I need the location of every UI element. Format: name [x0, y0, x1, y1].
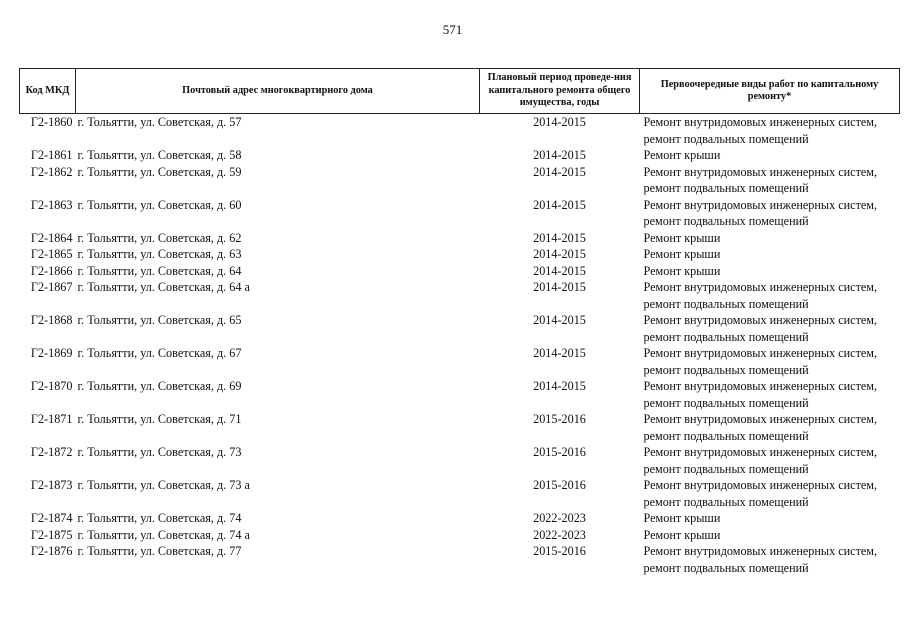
table-header: [20, 69, 900, 114]
cell-code: Г2-1871: [30, 412, 73, 426]
table-row: [20, 411, 900, 444]
cell-period: 2015-2016: [533, 478, 586, 492]
cell-period: 2014-2015: [533, 280, 586, 294]
table-row: [20, 246, 900, 263]
cell-address: г. Тольятти, ул. Советская, д. 77: [77, 544, 242, 558]
cell-address: г. Тольятти, ул. Советская, д. 71: [77, 412, 242, 426]
header-row: [20, 69, 900, 114]
cell-code: Г2-1874: [30, 511, 73, 525]
table-row: [20, 197, 900, 230]
header-code: Код МКД: [20, 69, 76, 114]
cell-period: 2014-2015: [533, 313, 586, 327]
cell-works: Ремонт внутридомовых инженерных систем, ремонт подвальных помещений: [643, 197, 878, 228]
cell-address: г. Тольятти, ул. Советская, д. 65: [77, 313, 242, 327]
cell-code: Г2-1870: [30, 379, 73, 393]
cell-period: 2014-2015: [533, 197, 586, 212]
cell-address: г. Тольятти, ул. Советская, д. 62: [77, 230, 242, 245]
cell-works: Ремонт внутридомовых инженерных систем, ремонт подвальных помещений: [643, 313, 878, 344]
cell-code: Г2-1869: [30, 346, 73, 360]
cell-period: 2014-2015: [533, 247, 586, 261]
cell-works: Ремонт внутридомовых инженерных систем, ремонт подвальных помещений: [643, 379, 878, 410]
cell-works: Ремонт внутридомовых инженерных систем, ремонт подвальных помещений: [643, 346, 878, 377]
cell-address: г. Тольятти, ул. Советская, д. 64 а: [77, 280, 250, 294]
cell-code: Г2-1873: [30, 478, 73, 492]
cell-address: г. Тольятти, ул. Советская, д. 58: [77, 148, 242, 162]
cell-address: г. Тольятти, ул. Советская, д. 73 а: [77, 478, 250, 492]
cell-works: Ремонт внутридомовых инженерных систем, ремонт подвальных помещений: [643, 412, 878, 443]
cell-code: Г2-1866: [30, 263, 73, 278]
cell-address: г. Тольятти, ул. Советская, д. 60: [77, 197, 242, 212]
table-row: [20, 378, 900, 411]
table-row: [20, 477, 900, 510]
table-row: [20, 263, 900, 280]
cell-code: Г2-1861: [30, 148, 73, 162]
cell-works: Ремонт крыши: [643, 527, 721, 542]
cell-period: 2014-2015: [533, 230, 586, 245]
cell-code: Г2-1872: [30, 445, 73, 459]
cell-period: 2015-2016: [533, 544, 586, 558]
cell-code: Г2-1868: [30, 313, 73, 327]
cell-period: 2014-2015: [533, 148, 586, 162]
repair-schedule-table: [19, 68, 900, 576]
header-works: Первоочередные виды работ по капитальному ремонту*: [640, 69, 900, 114]
cell-works: Ремонт внутридомовых инженерных систем, ремонт подвальных помещений: [643, 478, 878, 509]
table-row: [20, 312, 900, 345]
table-row: [20, 527, 900, 544]
table-row: [20, 147, 900, 164]
cell-works: Ремонт крыши: [643, 263, 721, 278]
cell-works: Ремонт крыши: [643, 247, 721, 261]
cell-address: г. Тольятти, ул. Советская, д. 69: [77, 379, 242, 393]
cell-code: Г2-1862: [30, 164, 73, 179]
table-row: [20, 345, 900, 378]
cell-address: г. Тольятти, ул. Советская, д. 74: [77, 511, 242, 525]
table-row: [20, 230, 900, 247]
cell-address: г. Тольятти, ул. Советская, д. 64: [77, 263, 242, 278]
cell-address: г. Тольятти, ул. Советская, д. 67: [77, 346, 242, 360]
table-row: [20, 444, 900, 477]
cell-code: Г2-1875: [30, 527, 73, 542]
table-row: [20, 164, 900, 197]
cell-period: 2022-2023: [533, 511, 586, 525]
cell-address: г. Тольятти, ул. Советская, д. 73: [77, 445, 242, 459]
cell-period: 2014-2015: [533, 379, 586, 393]
cell-works: Ремонт крыши: [643, 230, 721, 245]
cell-period: 2014-2015: [533, 346, 586, 360]
cell-works: Ремонт крыши: [643, 511, 721, 525]
cell-code: Г2-1860: [30, 115, 73, 129]
cell-period: 2015-2016: [533, 445, 586, 459]
cell-works: Ремонт внутридомовых инженерных систем, ремонт подвальных помещений: [643, 544, 878, 575]
cell-address: г. Тольятти, ул. Советская, д. 74 а: [77, 527, 250, 542]
cell-code: Г2-1865: [30, 247, 73, 261]
table-row: [20, 510, 900, 527]
cell-address: г. Тольятти, ул. Советская, д. 59: [77, 164, 242, 179]
table-row: [20, 543, 900, 576]
cell-period: 2022-2023: [533, 527, 586, 542]
cell-period: 2014-2015: [533, 263, 586, 278]
cell-period: 2014-2015: [533, 115, 586, 129]
page-number: 571: [442, 22, 463, 37]
table-row: [20, 279, 900, 312]
cell-address: г. Тольятти, ул. Советская, д. 63: [77, 247, 242, 261]
cell-works: Ремонт крыши: [643, 148, 721, 162]
cell-period: 2015-2016: [533, 412, 586, 426]
cell-code: Г2-1867: [30, 280, 73, 294]
table-body: [20, 114, 900, 577]
cell-code: Г2-1863: [30, 197, 73, 212]
cell-code: Г2-1864: [30, 230, 73, 245]
header-period: Плановый период проведе-ния капитального ремонта общего имущества, годы: [480, 69, 640, 114]
table-row: [20, 114, 900, 148]
header-address: Почтовый адрес многоквартирного дома: [76, 69, 480, 114]
cell-address: г. Тольятти, ул. Советская, д. 57: [77, 115, 242, 129]
cell-works: Ремонт внутридомовых инженерных систем, ремонт подвальных помещений: [643, 280, 878, 311]
cell-code: Г2-1876: [30, 544, 73, 558]
cell-works: Ремонт внутридомовых инженерных систем, ремонт подвальных помещений: [643, 115, 878, 146]
cell-works: Ремонт внутридомовых инженерных систем, ремонт подвальных помещений: [643, 164, 878, 195]
cell-works: Ремонт внутридомовых инженерных систем, ремонт подвальных помещений: [643, 445, 878, 476]
cell-period: 2014-2015: [533, 164, 586, 179]
